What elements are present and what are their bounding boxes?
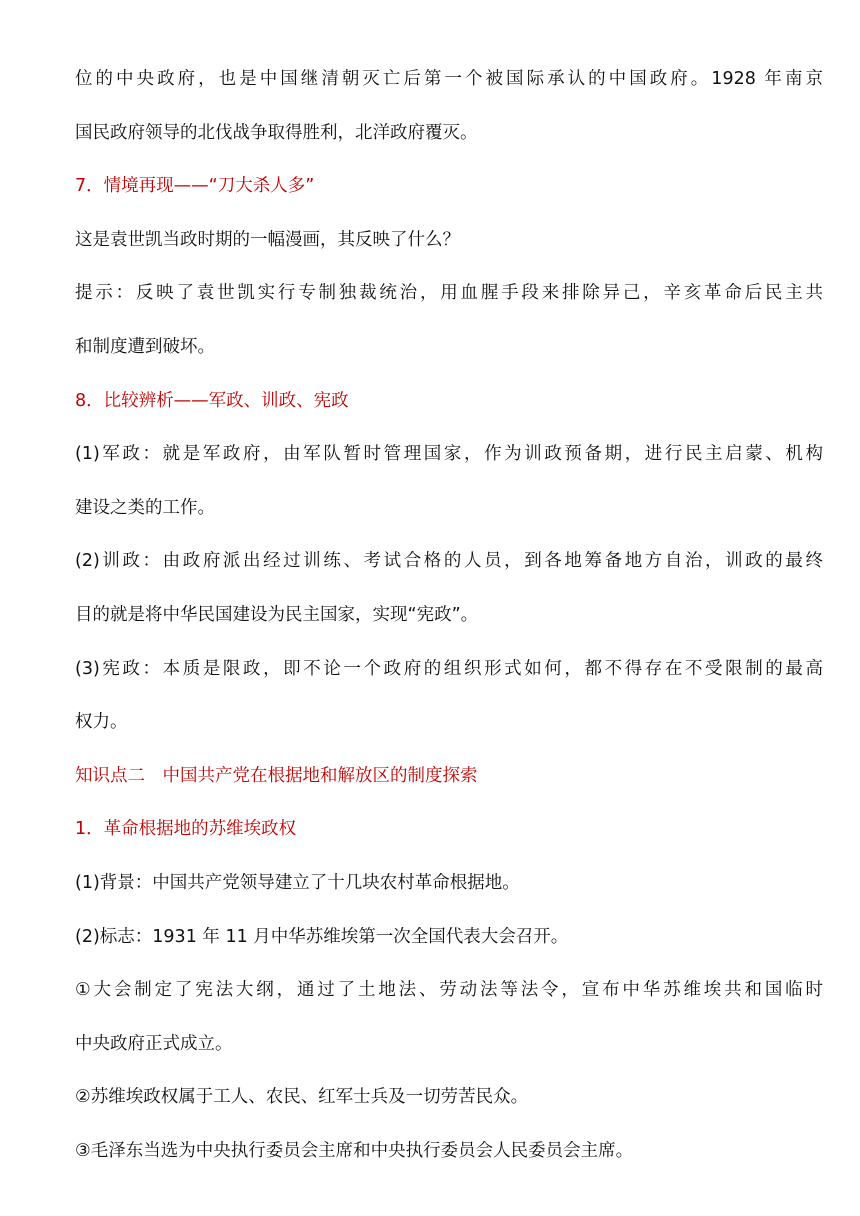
- body-text-line: 提示：反映了袁世凯实行专制独裁统治，用血腥手段来排除异己，辛亥革命后民主共: [75, 283, 823, 304]
- body-text-line: 权力。: [75, 712, 128, 733]
- section-heading: 知识点二 中国共产党在根据地和解放区的制度探索: [75, 765, 478, 786]
- body-text-line: (2)训政：由政府派出经过训练、考试合格的人员，到各地筹备地方自治，训政的最终: [75, 551, 823, 572]
- body-text-line: ①大会制定了宪法大纲，通过了土地法、劳动法等法令，宣布中华苏维埃共和国临时: [75, 980, 823, 1001]
- body-text-line: (3)宪政：本质是限政，即不论一个政府的组织形式如何，都不得存在不受限制的最高: [75, 658, 823, 679]
- body-text-line: 国民政府领导的北伐战争取得胜利，北洋政府覆灭。: [75, 122, 478, 143]
- body-text-line: 中央政府正式成立。: [75, 1033, 233, 1054]
- body-text-line: 和制度遭到破坏。: [75, 336, 215, 357]
- body-text-line: (2)标志：1931 年 11 月中华苏维埃第一次全国代表大会召开。: [75, 926, 569, 947]
- body-text-line: (1)背景：中国共产党领导建立了十几块农村革命根据地。: [75, 872, 520, 893]
- body-text-line: 目的就是将中华民国建设为民主国家，实现“宪政”。: [75, 604, 479, 625]
- body-text-line: ③毛泽东当选为中央执行委员会主席和中央执行委员会人民委员会主席。: [75, 1140, 634, 1161]
- body-text-line: 这是袁世凯当政时期的一幅漫画，其反映了什么？: [75, 229, 460, 250]
- body-text-line: (1)军政：就是军政府，由军队暂时管理国家，作为训政预备期，进行民主启蒙、机构: [75, 444, 823, 465]
- body-text-line: 建设之类的工作。: [75, 497, 215, 518]
- section-heading: 1．革命根据地的苏维埃政权: [75, 819, 297, 840]
- body-text-line: 位的中央政府，也是中国继清朝灭亡后第一个被国际承认的中国政府。1928 年南京: [75, 69, 823, 89]
- document-page: [75, 61, 823, 1186]
- body-text-line: ②苏维埃政权属于工人、农民、红军士兵及一切劳苦民众。: [75, 1087, 529, 1108]
- section-heading: 8．比较辨析——军政、训政、宪政: [75, 390, 349, 411]
- section-heading: 7．情境再现——“刀大杀人多”: [75, 176, 315, 197]
